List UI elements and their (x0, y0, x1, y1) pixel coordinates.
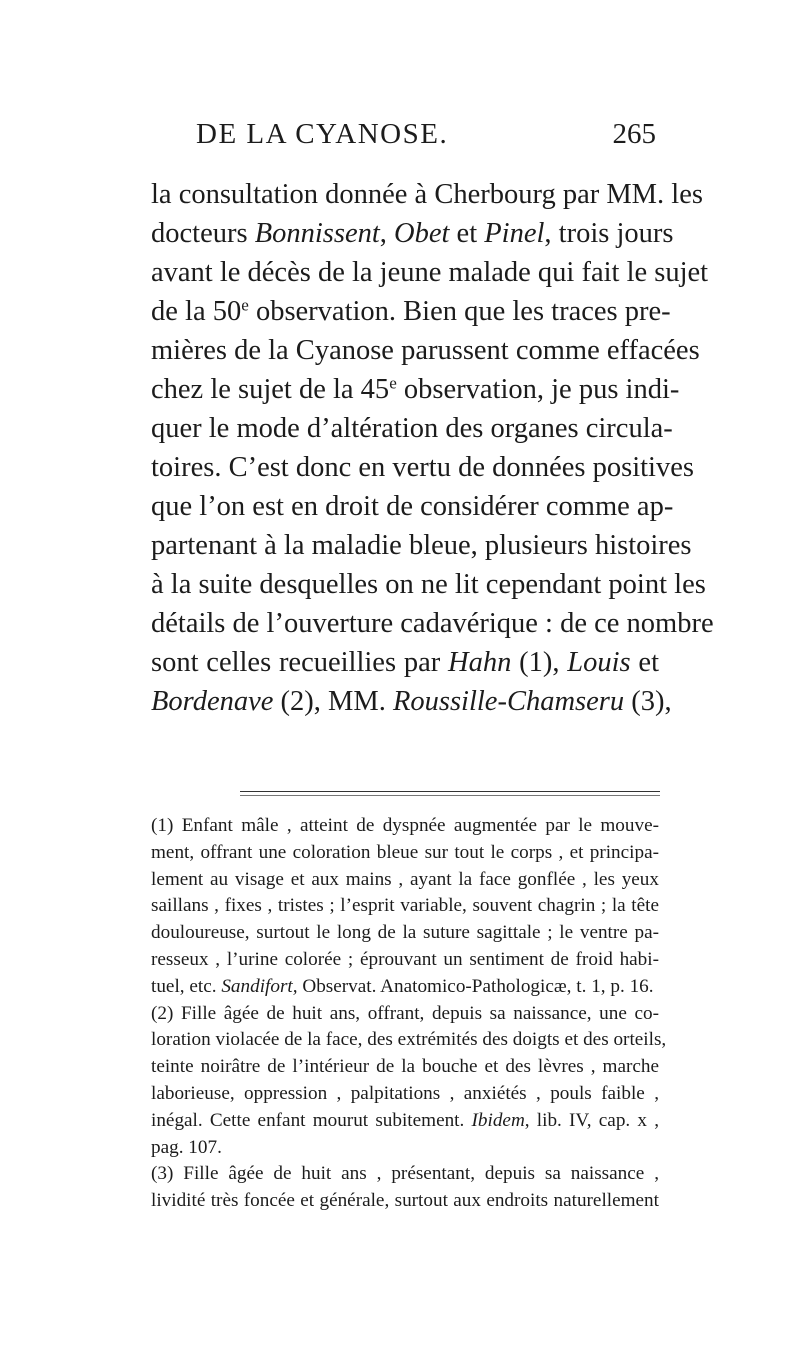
footnote-line (151, 1161, 659, 1188)
text-run: ment, offrant une coloration bleue sur tout le corps , et principa- (151, 841, 659, 863)
body-line (151, 175, 703, 214)
footnote-line (151, 1027, 667, 1054)
italic-name: Obet (394, 218, 450, 249)
footnote-line (151, 813, 659, 840)
body-text (151, 175, 714, 721)
text-run: douloureuse, surtout le long de la suture sagittale ; le ventre pa- (151, 922, 659, 944)
italic-name: Louis (567, 647, 631, 678)
body-line (151, 409, 673, 448)
text-run: (1), (511, 647, 568, 678)
body-line (151, 370, 680, 409)
text-run: avant le décès de la jeune malade qui fait le sujet (151, 257, 709, 288)
footnote-line (151, 1108, 659, 1135)
running-head-title: DE LA CYANOSE. (196, 118, 449, 150)
body-line (151, 604, 714, 643)
text-run: tuel, etc. (151, 975, 222, 997)
text-run: (2) Fille âgée de huit ans, offrant, depuis sa naissance, une co- (151, 1002, 659, 1024)
footnote-line (151, 840, 659, 867)
italic-name: Sandifort, (221, 975, 298, 997)
text-run: que l’on est en droit de considérer comme ap- (151, 491, 674, 522)
text-run: (2), MM. (273, 686, 393, 717)
body-line (151, 292, 671, 331)
text-run: teinte noirâtre de l’intérieur de la bouche et des lèvres , marche (151, 1056, 659, 1078)
ordinal-superscript: e (389, 373, 397, 393)
text-run: docteurs (151, 218, 255, 249)
footnote-line (151, 1135, 659, 1162)
text-run: (3), (624, 686, 672, 717)
body-line (151, 565, 706, 604)
footnotes (151, 813, 667, 1215)
text-run: Observat. Anatomico-Pathologicæ, t. 1, p. 16. (297, 975, 654, 997)
text-run: , trois jours (544, 218, 674, 249)
text-run: observation, je pus indi- (396, 374, 680, 405)
ordinal-superscript: e (241, 295, 249, 315)
body-line (151, 487, 674, 526)
footnote-line (151, 1054, 659, 1081)
body-line (151, 448, 694, 487)
italic-name: Roussille (392, 686, 498, 717)
text-run: , (379, 218, 395, 249)
italic-name: Hahn (448, 647, 512, 678)
text-run: - (497, 686, 507, 717)
text-run: quer le mode d’altération des organes circula- (151, 413, 673, 444)
text-run: sont celles recueillies par (151, 647, 448, 678)
text-run: à la suite desquelles on ne lit cependant point les (151, 569, 706, 600)
text-run: toires. C’est donc en vertu de données positives (151, 452, 694, 483)
footnote-line (151, 974, 659, 1001)
text-run: la consultation donnée à Cherbourg par MM. les (151, 179, 703, 210)
text-run: (1) Enfant mâle , atteint de dyspnée augmentée par le mouve- (151, 815, 659, 836)
body-line (151, 331, 700, 370)
footnote-line (151, 893, 659, 920)
text-run: resseux , l’urine colorée ; éprouvant un sentiment de froid habi- (151, 948, 659, 970)
italic-name: Chamseru (506, 686, 625, 717)
text-run: partenant à la maladie bleue, plusieurs histoires (151, 530, 692, 561)
text-run: inégal. Cette enfant mourut subitement. (151, 1109, 472, 1131)
footnote-line (151, 920, 659, 947)
footnote-separator-thin (240, 795, 660, 796)
text-run: pag. 107. (151, 1136, 222, 1158)
text-run: laborieuse, oppression , palpitations , anxiétés , pouls faible , (151, 1082, 659, 1104)
page-number: 265 (612, 118, 656, 150)
footnote-line (151, 947, 659, 974)
text-run: et (630, 647, 659, 678)
footnote-line (151, 1188, 659, 1215)
text-run: loration violacée de la face, des extrémités des doigts et des orteils, (151, 1029, 667, 1051)
text-run: observation. Bien que les traces pre- (248, 296, 671, 327)
footnote-line (151, 1001, 659, 1028)
body-line (151, 643, 659, 682)
body-line (151, 253, 709, 292)
text-run: chez le sujet de la 45 (151, 374, 390, 405)
italic-name: Bonnissent (254, 218, 380, 249)
text-run: mières de la Cyanose parussent comme effacées (151, 335, 700, 366)
body-line (151, 682, 672, 721)
text-run: lement au visage et aux mains , ayant la face gonflée , les yeux (151, 868, 659, 890)
footnote-line (151, 867, 659, 894)
italic-name: Pinel (484, 218, 545, 249)
body-line (151, 526, 692, 565)
text-run: lividité très foncée et générale, surtout aux endroits naturellement (151, 1190, 659, 1212)
text-run: et (449, 218, 485, 249)
body-line (151, 214, 674, 253)
footnote-line (151, 1081, 659, 1108)
italic-name: Ibidem (471, 1109, 525, 1131)
text-run: , lib. IV, cap. x , (524, 1109, 659, 1131)
italic-name: Bordenave (151, 686, 274, 717)
text-run: de la 50 (151, 296, 242, 327)
text-run: détails de l’ouverture cadavérique : de ce nombre (151, 608, 714, 639)
text-run: (3) Fille âgée de huit ans , présentant, depuis sa naissance , (151, 1163, 659, 1185)
footnote-separator (240, 791, 660, 792)
running-header (196, 118, 656, 158)
text-run: saillans , fixes , tristes ; l’esprit variable, souvent chagrin ; la tête (151, 895, 659, 917)
